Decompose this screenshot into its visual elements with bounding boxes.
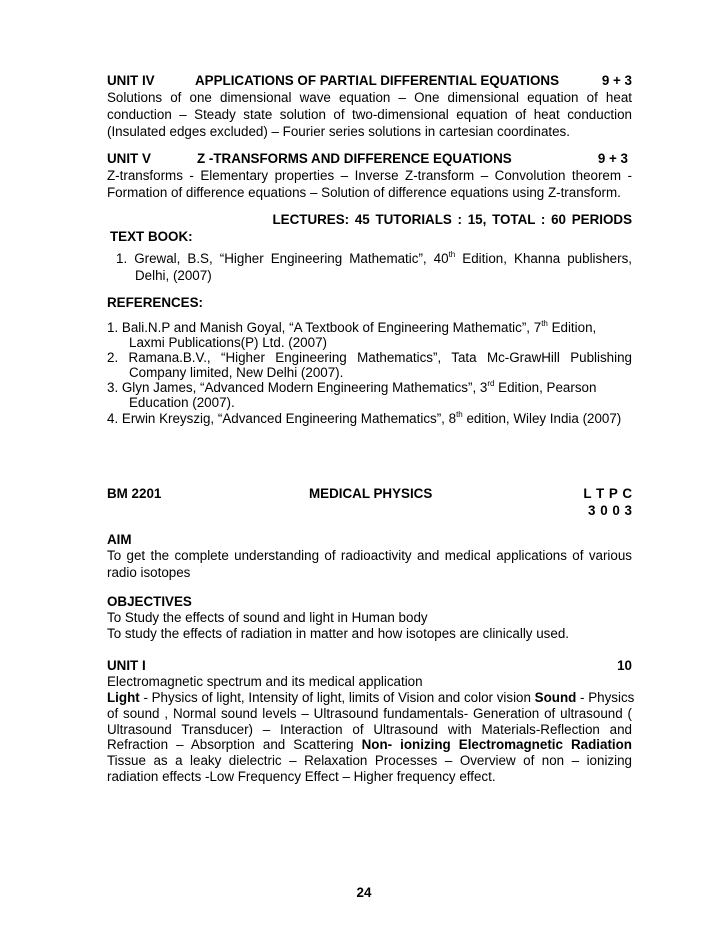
aim-heading: AIM xyxy=(107,532,132,547)
unit1-line-3: of sound , Normal sound levels – Ultrasound fundamentals- Generation of ultrasound ( xyxy=(107,706,632,721)
reference-4: 4. Erwin Kreyszig, “Advanced Engineering Mathematics”, 8th edition, Wiley India (2007) xyxy=(107,410,622,426)
unit4-line-3: (Insulated edges excluded) – Fourier series solutions in cartesian coordinates. xyxy=(107,124,570,139)
unit4-hours: 9 + 3 xyxy=(601,73,632,88)
reference-3: 3. Glyn James, “Advanced Modern Engineering Mathematics”, 3rd Edition, Pearson xyxy=(107,379,597,395)
textbook-item-1-cont: Delhi, (2007) xyxy=(135,268,212,283)
unit1-hours: 10 xyxy=(617,658,632,673)
objectives-heading: OBJECTIVES xyxy=(107,594,192,609)
unit4-heading xyxy=(107,72,632,89)
objective-2: To study the effects of radiation in matter and how isotopes are clinically used. xyxy=(107,626,569,641)
unit4-line-1: Solutions of one dimensional wave equation – One dimensional equation of heat xyxy=(107,90,632,105)
periods-total: LECTURES: 45 TUTORIALS : 15, TOTAL : 60 PERIODS xyxy=(272,212,632,227)
unit5-heading xyxy=(107,150,632,167)
unit1-line-1: Electromagnetic spectrum and its medical application xyxy=(107,674,423,689)
reference-3-cont: Education (2007). xyxy=(129,395,235,410)
reference-2: 2. Ramana.B.V., “Higher Engineering Mathematics”, Tata Mc-GrawHill Publishing xyxy=(107,350,632,365)
textbook-item-1: 1. Grewal, B.S, “Higher Engineering Mathematic”, 40th Edition, Khanna publishers, xyxy=(116,250,632,266)
reference-2-cont: Company limited, New Delhi (2007). xyxy=(129,365,344,380)
unit5-hours: 9 + 3 xyxy=(597,151,628,166)
objective-1: To Study the effects of sound and light in Human body xyxy=(107,610,428,625)
ltpc-values: 3 0 0 3 xyxy=(588,503,632,518)
course-code: BM 2201 xyxy=(107,486,162,501)
references-heading: REFERENCES: xyxy=(107,295,203,310)
page-number: 24 xyxy=(356,885,372,900)
unit4-code: UNIT IV xyxy=(107,73,155,88)
reference-1-cont: Laxmi Publications(P) Ltd. (2007) xyxy=(129,335,327,350)
unit1-line-5: Refraction – Absorption and Scattering Non- ionizing Electromagnetic Radiation xyxy=(107,737,632,752)
textbook-heading: TEXT BOOK: xyxy=(110,229,193,244)
unit5-code: UNIT V xyxy=(107,151,151,166)
unit5-line-2: Formation of difference equations – Solution of difference equations using Z-transform. xyxy=(107,185,621,200)
aim-line-1: To get the complete understanding of radioactivity and medical applications of various xyxy=(107,548,632,563)
unit5-title: Z -TRANSFORMS AND DIFFERENCE EQUATIONS xyxy=(197,151,512,166)
unit1-code: UNIT I xyxy=(107,658,146,673)
unit4-line-2: conduction – Steady state solution of two-dimensional equation of heat conduction xyxy=(107,107,632,122)
unit1-line-2: Light - Physics of light, Intensity of light, limits of Vision and color vision Sound - Physics xyxy=(107,690,635,705)
unit1-heading xyxy=(107,657,632,674)
unit5-line-1: Z-transforms - Elementary properties – Inverse Z-transform – Convolution theorem - xyxy=(107,168,632,183)
aim-line-2: radio isotopes xyxy=(107,565,191,580)
unit4-title: APPLICATIONS OF PARTIAL DIFFERENTIAL EQUATIONS xyxy=(195,73,560,88)
unit1-line-7: radiation effects -Low Frequency Effect – Higher frequency effect. xyxy=(107,769,496,784)
reference-1: 1. Bali.N.P and Manish Goyal, “A Textbook of Engineering Mathematic”, 7th Edition, xyxy=(107,319,597,335)
course-name: MEDICAL PHYSICS xyxy=(309,486,433,501)
unit1-line-6: Tissue as a leaky dielectric – Relaxation Processes – Overview of non – ionizing xyxy=(107,753,632,768)
unit1-line-4: Ultrasound Transducer) – Interaction of Ultrasound with Materials-Reflection and xyxy=(107,722,632,737)
course-header xyxy=(107,485,632,502)
ltpc-label: L T P C xyxy=(583,486,632,501)
